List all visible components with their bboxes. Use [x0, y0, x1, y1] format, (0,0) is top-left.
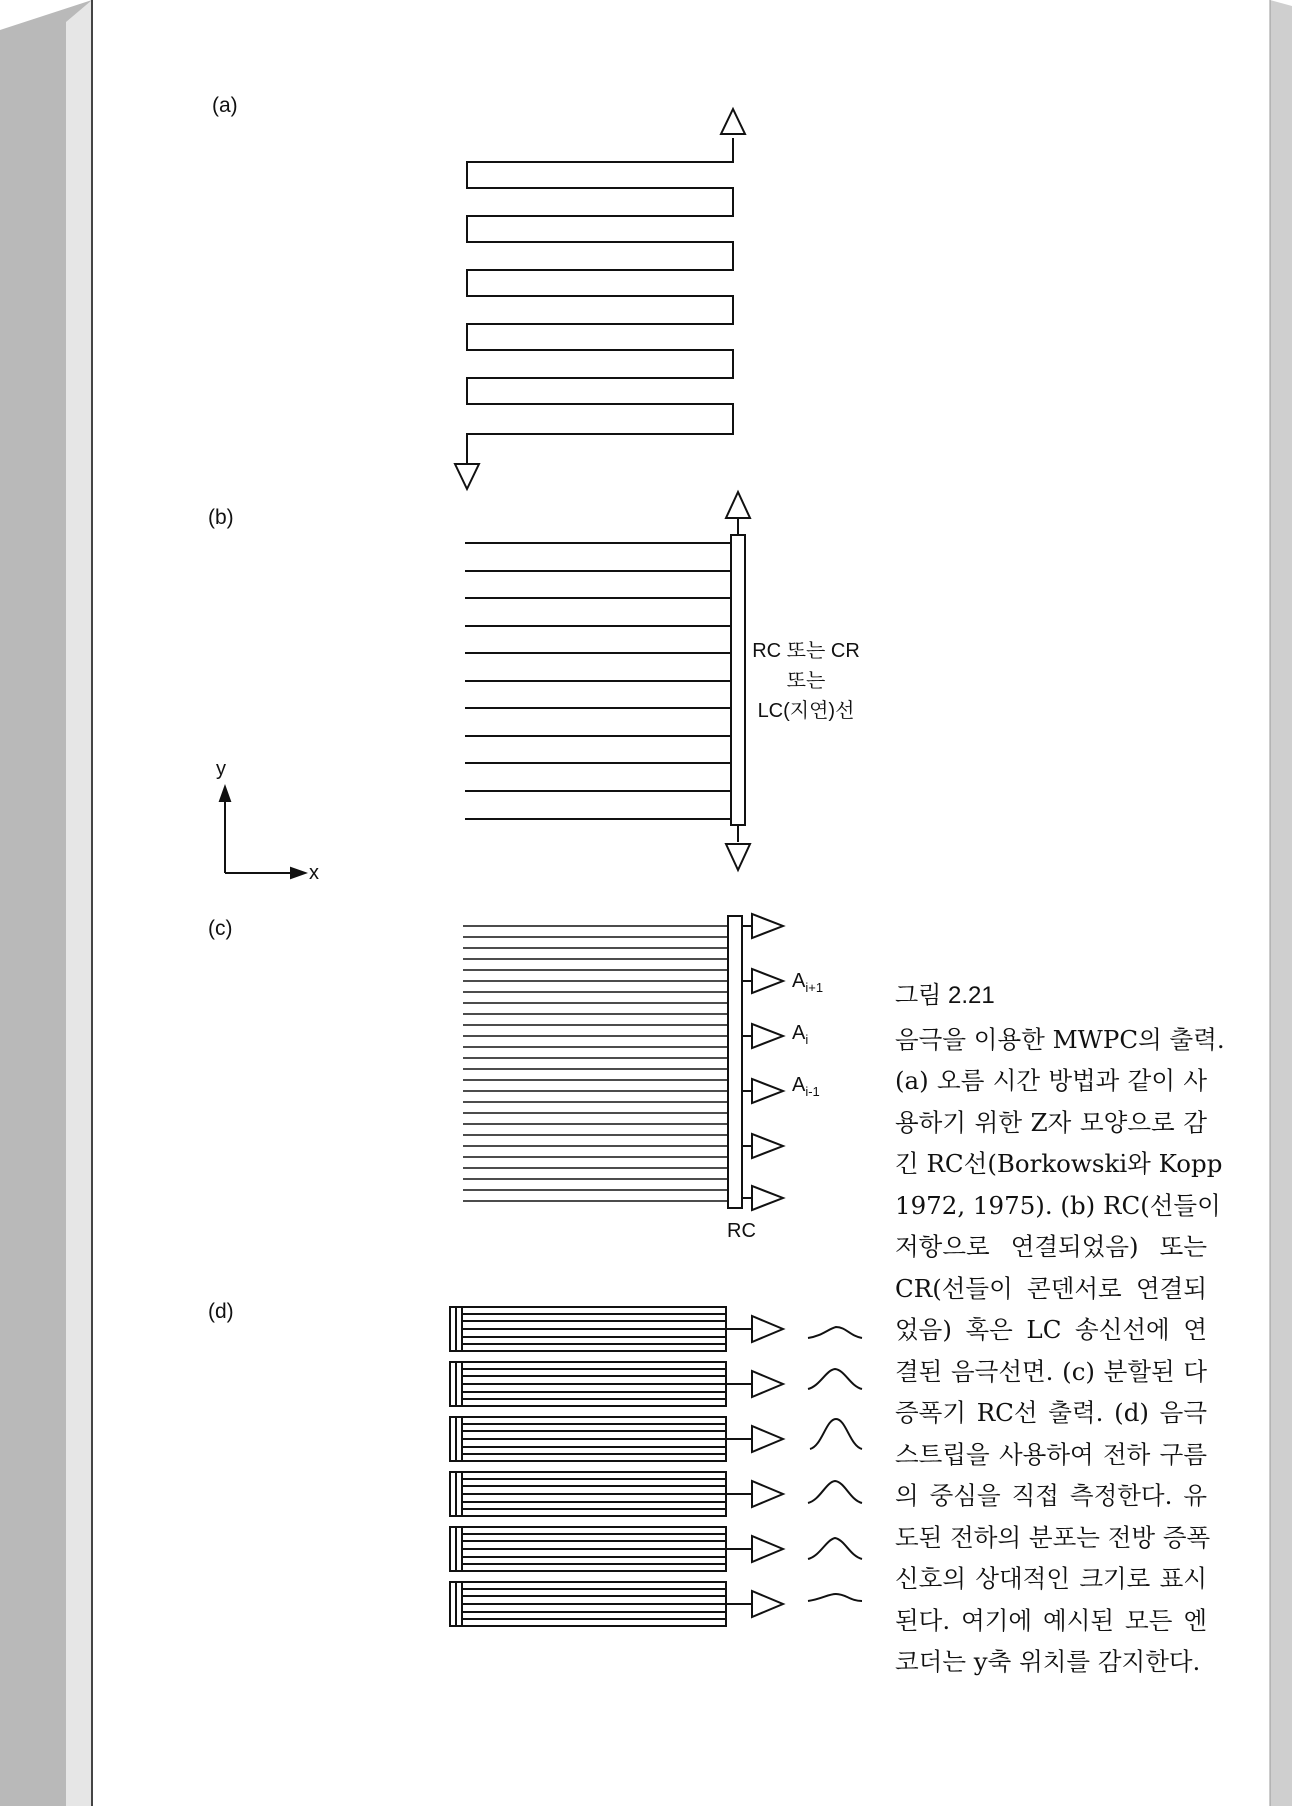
book-page-edge	[66, 0, 92, 1806]
delay-line-bar	[731, 535, 745, 825]
panel-label-c: (c)	[208, 917, 233, 940]
amp-label-letter: A	[792, 1022, 806, 1044]
cathode-strip	[450, 1527, 783, 1571]
caption-line: 스트립을 사용하여 전하 구름	[895, 1439, 1207, 1469]
cathode-wires-b	[465, 543, 731, 819]
amplifier-icon	[752, 914, 783, 938]
y-axis-arrow-icon	[220, 787, 230, 801]
caption-line: 된다. 여기에 예시된 모든 엔	[895, 1605, 1207, 1635]
caption-line: 었음) 혹은 LC 송신선에 연	[895, 1315, 1207, 1344]
amp-label-i-plus-1	[792, 970, 823, 995]
amp-label-sub: i-1	[805, 1084, 820, 1099]
delay-output-top-icon	[726, 492, 750, 518]
amplifier-icon	[752, 1186, 783, 1210]
signal-pulse-icon	[808, 1594, 862, 1601]
caption-line: 코더는 y축 위치를 감지한다.	[895, 1647, 1201, 1676]
amplifier-icon	[752, 1134, 783, 1158]
caption-line: 의 중심을 직접 측정한다. 유	[895, 1481, 1207, 1510]
amp-label-i	[792, 1022, 808, 1047]
figure-caption	[895, 975, 1225, 1683]
panel-label-a: (a)	[212, 94, 238, 117]
amp-label-letter: A	[792, 1074, 806, 1096]
amplifier-icon	[752, 1079, 783, 1103]
caption-line: CR(선들이 콘덴서로 연결되	[895, 1273, 1207, 1303]
signal-pulse-icon	[808, 1369, 862, 1389]
output-arrow-bottom-icon	[455, 464, 479, 489]
cathode-strip	[450, 1417, 783, 1461]
amp-label-sub: i	[805, 1032, 809, 1047]
amp-label-i-minus-1	[792, 1074, 820, 1099]
caption-title: 그림 2.21	[895, 982, 995, 1009]
caption-line: 1972, 1975). (b) RC(선들이	[895, 1190, 1221, 1220]
caption-line: 저항으로 연결되었음) 또는	[895, 1232, 1207, 1261]
amplifier-icon	[752, 1024, 783, 1048]
cathode-strip	[450, 1362, 783, 1406]
rc-segment-bar	[728, 916, 742, 1208]
amp-label-letter: A	[792, 970, 806, 992]
signal-pulse-icon	[808, 1481, 862, 1503]
cathode-strip	[450, 1472, 783, 1516]
page-right-edge	[1270, 0, 1292, 1806]
panel-label-d: (d)	[208, 1300, 234, 1323]
caption-line: 용하기 위한 Z자 모양으로 감	[895, 1107, 1207, 1137]
output-arrow-top-icon	[721, 109, 745, 134]
caption-line: 결된 음극선면. (c) 분할된 다	[895, 1356, 1207, 1386]
delay-line-label-3: LC(지연)선	[757, 700, 855, 722]
caption-line: (a) 오름 시간 방법과 같이 사	[895, 1066, 1207, 1095]
cathode-wires-c	[463, 926, 728, 1201]
caption-line: 도된 전하의 분포는 전방 증폭	[895, 1522, 1211, 1552]
signal-pulse-icon	[810, 1419, 862, 1449]
signal-pulse-icon	[808, 1538, 862, 1559]
delay-line-label-1: RC 또는 CR	[752, 640, 860, 662]
signal-pulse-icon	[808, 1327, 862, 1338]
amplifier-taps	[742, 926, 752, 1198]
x-axis-label: x	[309, 862, 319, 884]
caption-line: 긴 RC선(Borkowski와 Kopp	[895, 1149, 1223, 1178]
caption-line: 음극을 이용한 MWPC의 출력.	[895, 1024, 1225, 1054]
y-axis-label: y	[216, 758, 226, 780]
zigzag-rc-line	[467, 138, 733, 465]
x-axis-arrow-icon	[291, 868, 305, 878]
cathode-strip	[450, 1307, 783, 1351]
caption-body	[895, 1019, 1225, 1683]
rc-label: RC	[727, 1220, 756, 1242]
cathode-strip	[450, 1582, 783, 1626]
amplifier-icon	[752, 969, 783, 993]
panel-label-b: (b)	[208, 506, 234, 529]
amp-label-sub: i+1	[805, 980, 824, 995]
caption-line: 신호의 상대적인 크기로 표시	[895, 1564, 1207, 1593]
delay-output-bottom-icon	[726, 844, 750, 870]
delay-line-label-2: 또는	[786, 670, 826, 692]
delay-line-label	[750, 636, 862, 726]
caption-line: 증폭기 RC선 출력. (d) 음극	[895, 1398, 1207, 1427]
